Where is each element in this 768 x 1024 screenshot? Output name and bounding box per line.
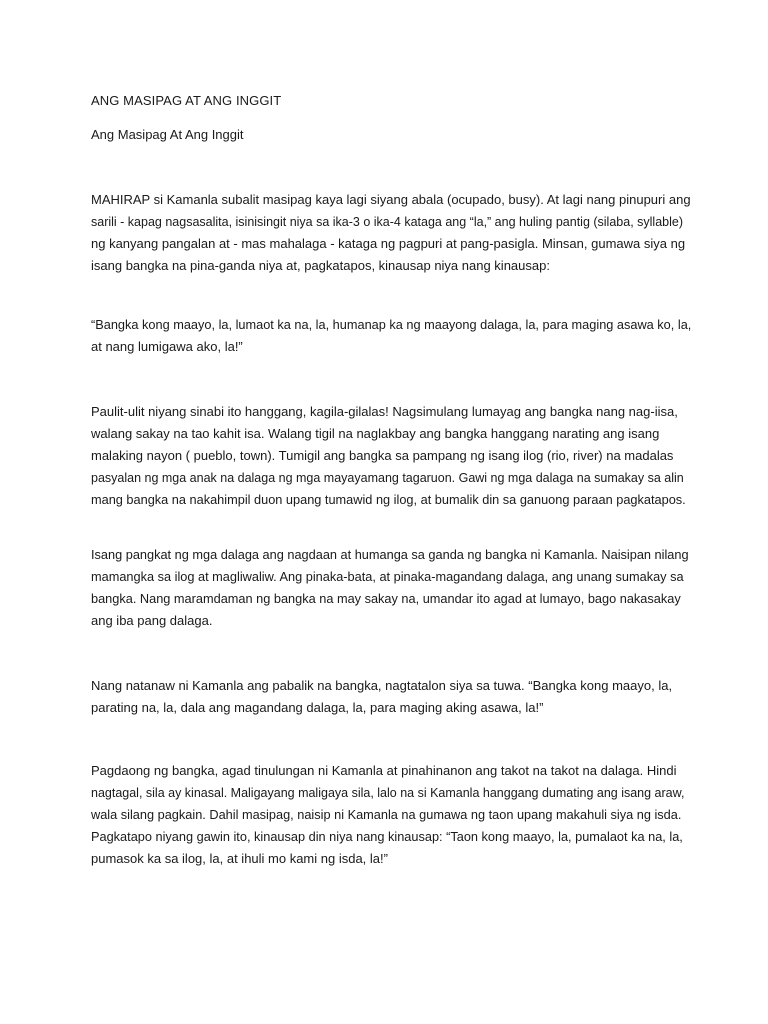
paragraph-line: Pagdaong ng bangka, agad tinulungan ni Kamanla at pinahinanon ang takot na takot na dalaga. Hindi xyxy=(91,763,677,778)
paragraph-line: Pagkatapo niyang gawin ito, kinausap din niya nang kinausap: “Taon kong maayo, la, pumalaot ka na, la, xyxy=(91,829,683,844)
paragraph-1 xyxy=(91,189,691,277)
paragraph-5 xyxy=(91,675,691,719)
paragraph-line: malaking nayon ( pueblo, town). Tumigil ang bangka sa pampang ng isang ilog (rio, river) na madalas xyxy=(91,448,674,463)
paragraph-line: at nang lumigawa ako, la!” xyxy=(91,339,243,354)
paragraph-line: pasyalan ng mga anak na dalaga ng mga mayayamang tagaruon. Gawi ng mga dalaga na sumakay sa alin xyxy=(91,471,684,485)
paragraph-line: MAHIRAP si Kamanla subalit masipag kaya lagi siyang abala (ocupado, busy). At lagi nang pinupuri ang xyxy=(91,192,691,207)
paragraph-6 xyxy=(91,760,691,870)
paragraph-line: parating na, la, dala ang magandang dalaga, la, para maging aking asawa, la!” xyxy=(91,700,544,715)
paragraph-line: walang sakay na tao kahit isa. Walang tigil na naglakbay ang bangka hanggang narating ang isang xyxy=(91,426,660,441)
document-subtitle: Ang Masipag At Ang Inggit xyxy=(91,127,244,142)
paragraph-line: mamangka sa ilog at magliwaliw. Ang pinaka-bata, at pinaka-magandang dalaga, ang unang sumakay sa xyxy=(91,569,684,584)
paragraph-line: ng kanyang pangalan at - mas mahalaga - kataga ng pagpuri at pang-pasigla. Minsan, gumawa siya ng xyxy=(91,236,686,251)
paragraph-line: pumasok ka sa ilog, la, at ihuli mo kami ng isda, la!” xyxy=(91,851,388,866)
paragraph-line: bangka. Nang maramdaman ng bangka na may sakay na, umandar ito agad at lumayo, bago nakasakay xyxy=(91,591,681,606)
paragraph-line: “Bangka kong maayo, la, lumaot ka na, la, humanap ka ng maayong dalaga, la, para maging asawa ko, la, xyxy=(91,317,692,332)
paragraph-line: Nang natanaw ni Kamanla ang pabalik na bangka, nagtatalon siya sa tuwa. “Bangka kong maayo, la, xyxy=(91,678,673,693)
paragraph-line: ang iba pang dalaga. xyxy=(91,613,213,628)
paragraph-line: nagtagal, sila ay kinasal. Maligayang maligaya sila, lalo na si Kamanla hanggang dumating ang isang araw, xyxy=(91,786,685,800)
paragraph-2 xyxy=(91,314,691,358)
paragraph-line: isang bangka na pina-ganda niya at, pagkatapos, kinausap niya nang kinausap: xyxy=(91,258,550,273)
paragraph-line: mang bangka na nakahimpil duon upang tumawid ng ilog, at bumalik din sa ganuong paraan pagkatapos. xyxy=(91,492,686,507)
paragraph-line: Isang pangkat ng mga dalaga ang nagdaan at humanga sa ganda ng bangka ni Kamanla. Naisipan nilang xyxy=(91,547,689,562)
paragraph-line: wala silang pagkain. Dahil masipag, naisip ni Kamanla na gumawa ng taon upang makahuli siya ng isda. xyxy=(91,807,682,822)
document-title: ANG MASIPAG AT ANG INGGIT xyxy=(91,93,282,108)
paragraph-3 xyxy=(91,401,691,511)
paragraph-line: Paulit-ulit niyang sinabi ito hanggang, kagila-gilalas! Nagsimulang lumayag ang bangka nang nag-iisa, xyxy=(91,404,678,419)
paragraph-4 xyxy=(91,544,691,632)
paragraph-line: sarili - kapag nagsasalita, isinisingit niya sa ika-3 o ika-4 kataga ang “la,” ang huling pantig (silaba, syllable) xyxy=(91,215,683,229)
